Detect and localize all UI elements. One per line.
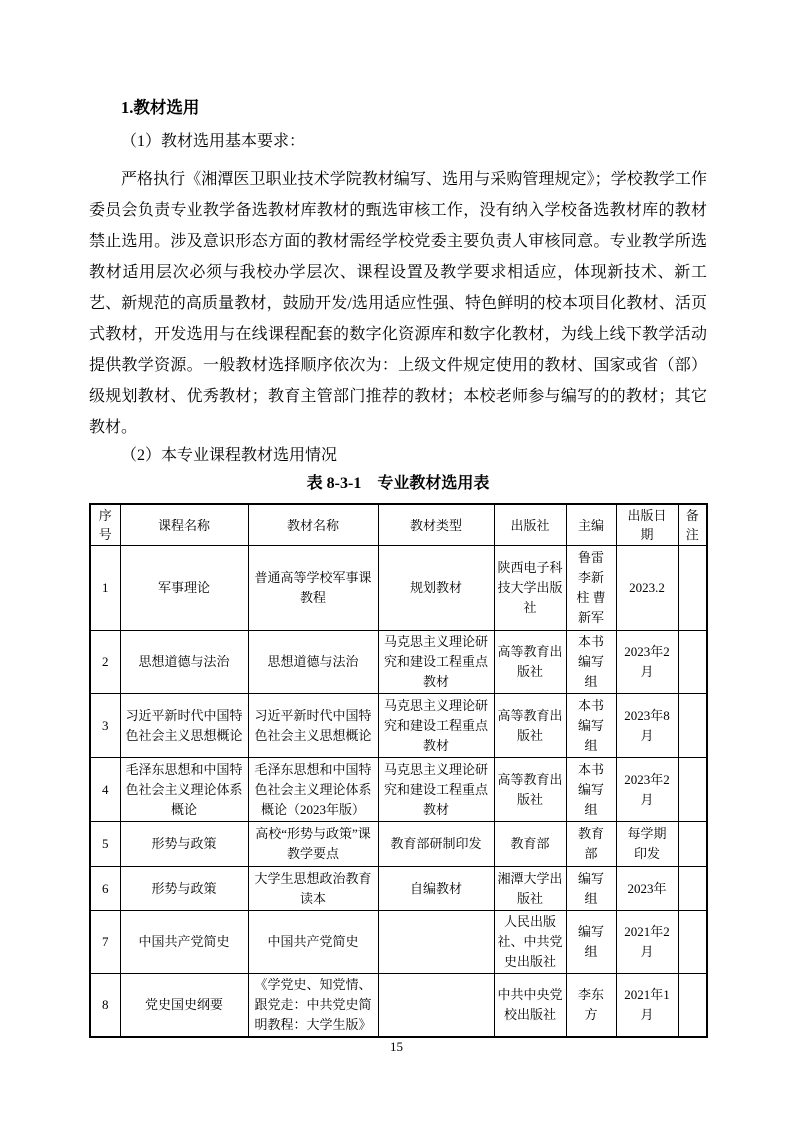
table-row <box>90 546 707 631</box>
table-row <box>90 867 707 911</box>
header-cell-publish-date: 出版日期 <box>616 504 678 546</box>
table-cell: 自编教材 <box>378 867 494 911</box>
table-body <box>90 546 707 1038</box>
table-cell <box>378 974 494 1038</box>
table-cell: 思想道德与法治 <box>248 631 378 694</box>
table-cell: 形势与政策 <box>120 867 248 911</box>
table-cell: 马克思主义理论研究和建设工程重点教材 <box>378 694 494 758</box>
table-cell: 本书编写组 <box>566 694 616 758</box>
table-cell: 高校“形势与政策”课教学要点 <box>248 822 378 867</box>
table-row <box>90 974 707 1038</box>
table-cell <box>678 546 707 631</box>
table-cell: 本书编写组 <box>566 758 616 822</box>
subsection-2-label: （2）本专业课程教材选用情况 <box>121 447 338 464</box>
table-title: 表 8-3-1 专业教材选用表 <box>306 475 490 492</box>
table-cell: 2021年1月 <box>616 974 678 1038</box>
table-cell: 编写组 <box>566 911 616 974</box>
table-cell: 人民出版社、中共党史出版社 <box>494 911 566 974</box>
table-cell: 2023年2月 <box>616 758 678 822</box>
subsection-1-label: （1）教材选用基本要求： <box>121 133 306 150</box>
table-cell: 思想道德与法治 <box>120 631 248 694</box>
table-cell: 形势与政策 <box>120 822 248 867</box>
table-cell: 高等教育出版社 <box>494 631 566 694</box>
header-cell-remarks: 备注 <box>678 504 707 546</box>
header-cell-course-name: 课程名称 <box>120 504 248 546</box>
table-cell: 中共中央党校出版社 <box>494 974 566 1038</box>
table-cell: 鲁雷 李新柱 曹新军 <box>566 546 616 631</box>
header-cell-editor: 主编 <box>566 504 616 546</box>
table-cell: 《学党史、知党情、跟党走：中共党史简明教程：大学生版》 <box>248 974 378 1038</box>
table-cell: 党史国史纲要 <box>120 974 248 1038</box>
table-header-row <box>90 504 707 546</box>
table-row <box>90 911 707 974</box>
header-cell-textbook-name: 教材名称 <box>248 504 378 546</box>
header-cell-publisher: 出版社 <box>494 504 566 546</box>
table-cell <box>678 867 707 911</box>
table-cell: 本书编写组 <box>566 631 616 694</box>
table-cell: 1 <box>90 546 120 631</box>
textbook-selection-table <box>89 503 708 1038</box>
table-cell <box>678 974 707 1038</box>
table-cell <box>678 758 707 822</box>
table-cell: 7 <box>90 911 120 974</box>
table-cell <box>678 911 707 974</box>
table-cell: 2023.2 <box>616 546 678 631</box>
table-cell <box>678 694 707 758</box>
table-cell <box>678 822 707 867</box>
table-row <box>90 822 707 867</box>
table-cell: 2021年2月 <box>616 911 678 974</box>
table-cell: 规划教材 <box>378 546 494 631</box>
body-paragraph: 严格执行《湘潭医卫职业技术学院教材编写、选用与采购管理规定》；学校教学工作委员会负责专业教学备选教材库教材的甄选审核工作，没有纳入学校备选教材库的教材禁止选用。涉及意识形态方面的教材需经学校党委主要负责人审核同意。专业教学所选教材适用层次必须与我校办学层次、课程设置及教学要求相适应，体现新技术、新工艺、新规范的高质量教材，鼓励开发/选用适应性强、特色鲜明的校本项目化教材、活页式教材，开发选用与在线课程配套的数字化资源库和数字化教材，为线上线下教学活动提供教学资源。一般教材选择顺序依次为：上级文件规定使用的教材、国家或省（部）级规划教材、优秀教材；教育主管部门推荐的教材；本校老师参与编写的的教材；其它教材。 <box>89 171 707 436</box>
table-cell: 2 <box>90 631 120 694</box>
table-cell: 毛泽东思想和中国特色社会主义理论体系概论 <box>120 758 248 822</box>
page-number: 15 <box>390 1039 403 1054</box>
table-cell: 4 <box>90 758 120 822</box>
table-cell: 习近平新时代中国特色社会主义思想概论 <box>120 694 248 758</box>
table-cell: 2023年8月 <box>616 694 678 758</box>
table-row <box>90 631 707 694</box>
table-cell: 马克思主义理论研究和建设工程重点教材 <box>378 758 494 822</box>
table-cell: 2023年2月 <box>616 631 678 694</box>
table-cell: 大学生思想政治教育读本 <box>248 867 378 911</box>
table-cell: 3 <box>90 694 120 758</box>
table-cell: 马克思主义理论研究和建设工程重点教材 <box>378 631 494 694</box>
table-cell: 李东方 <box>566 974 616 1038</box>
table-cell: 6 <box>90 867 120 911</box>
table-cell: 教育部 <box>494 822 566 867</box>
table-cell: 习近平新时代中国特色社会主义思想概论 <box>248 694 378 758</box>
table-cell: 教育部研制印发 <box>378 822 494 867</box>
table-cell: 中国共产党简史 <box>120 911 248 974</box>
table-row <box>90 758 707 822</box>
table-cell <box>378 911 494 974</box>
table-cell: 8 <box>90 974 120 1038</box>
table-cell: 中国共产党简史 <box>248 911 378 974</box>
table-cell: 高等教育出版社 <box>494 758 566 822</box>
header-cell-textbook-type: 教材类型 <box>378 504 494 546</box>
table-cell: 湘潭大学出版社 <box>494 867 566 911</box>
table-cell: 高等教育出版社 <box>494 694 566 758</box>
table-cell: 5 <box>90 822 120 867</box>
table-cell: 毛泽东思想和中国特色社会主义理论体系概论（2023年版） <box>248 758 378 822</box>
table-cell: 军事理论 <box>120 546 248 631</box>
table-cell: 教育部 <box>566 822 616 867</box>
header-cell-index: 序号 <box>90 504 120 546</box>
table-cell: 陕西电子科技大学出版社 <box>494 546 566 631</box>
table-cell: 编写组 <box>566 867 616 911</box>
section-heading: 1.教材选用 <box>121 98 200 117</box>
table-cell: 2023年 <box>616 867 678 911</box>
table-cell: 每学期印发 <box>616 822 678 867</box>
table-row <box>90 694 707 758</box>
table-cell: 普通高等学校军事课教程 <box>248 546 378 631</box>
table-cell <box>678 631 707 694</box>
